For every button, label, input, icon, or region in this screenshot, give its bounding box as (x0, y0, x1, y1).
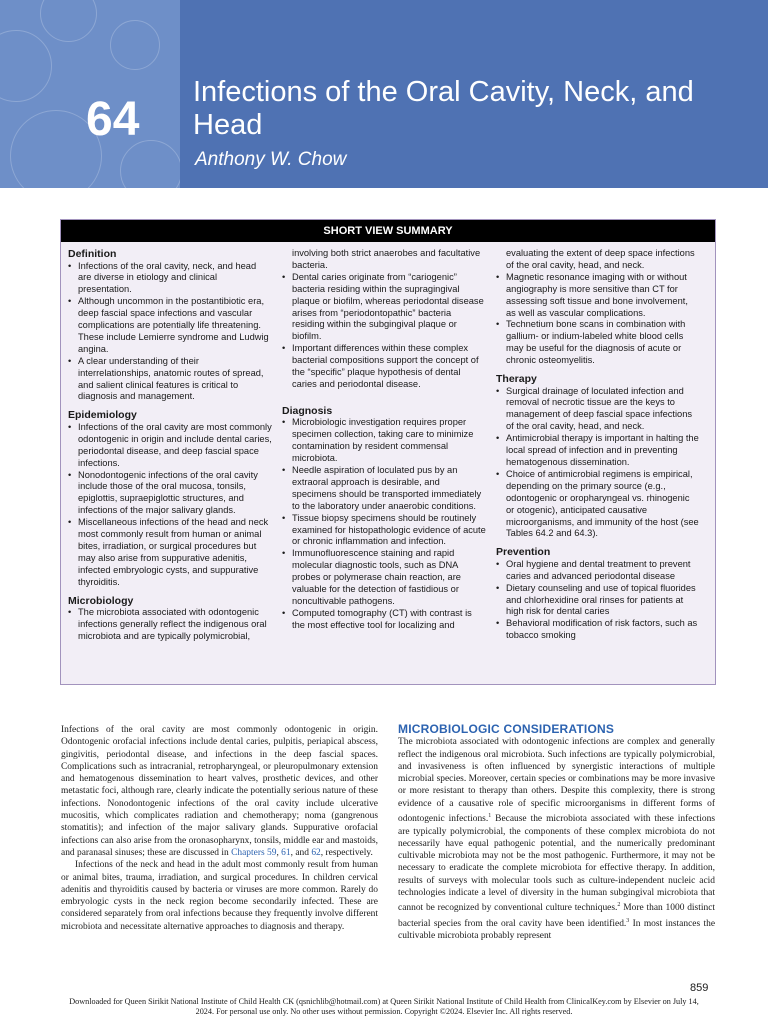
chapter-link[interactable]: Chapters 59 (231, 847, 277, 858)
chapter-link[interactable]: 62 (311, 847, 321, 858)
reference-superscript[interactable]: 2 (617, 902, 621, 909)
list-item: • Oral hygiene and dental treatment to prevent caries and advanced periodontal disease (496, 558, 691, 581)
list-item: • Magnetic resonance imaging with or without angiography is more sensitive than CT for assessing soft tissue and bone involvement, as well as vascular complications. (496, 271, 688, 318)
section-title: MICROBIOLOGIC CONSIDERATIONS (398, 722, 615, 736)
chapter-number: 64 (86, 93, 140, 146)
summary-columns (68, 248, 710, 643)
chapter-author: Anthony W. Chow (195, 149, 347, 170)
list-item: • Computed tomography (CT) with contrast is the most effective tool for localizing and (282, 607, 472, 630)
list-item: • Miscellaneous infections of the head and neck most commonly result from human or animal bites, irradiation, or surgical procedures but may also arise from suppurative adenitis, infected embryologic cysts, and suppurative thyroiditis. (68, 517, 269, 587)
definition-heading: Definition (68, 248, 117, 260)
list-item: • Nonodontogenic infections of the oral cavity include those of the oral mucosa, tonsils, epiglottis, supraepiglottic structures, and infections of the major salivary glands. (68, 469, 258, 516)
page-number: 859 (690, 982, 709, 994)
diagnosis-list-continued (496, 272, 700, 367)
decorative-circle (110, 20, 160, 70)
list-item: • Antimicrobial therapy is important in halting the local spread of infection and in preventing hematogenous dissemination. (496, 433, 699, 467)
reference-superscript[interactable]: 1 (488, 813, 492, 820)
summary-column-2 (282, 248, 496, 643)
decorative-circle (120, 140, 180, 188)
reference-superscript[interactable]: 3 (626, 917, 630, 924)
therapy-heading: Therapy (496, 373, 537, 386)
summary-column-3 (496, 248, 710, 643)
list-item: • Important differences within these complex bacterial compositions support the concept of the “specific” plaque hypothesis of dental caries and periodontal disease. (282, 343, 479, 389)
list-item: • Dietary counseling and use of topical fluorides and chlorhexidine oral rinses for patients at high risk for dental caries (496, 582, 696, 617)
body-paragraph: Infections of the neck and head in the adult most commonly result from human or animal bites, trauma, irradiation, and surgical procedures. In children cervical adenitis and thyroiditis caused by bacteria or viruses are more common. Rarely do embryologic cysts in the neck region become secondarily infected. These are considered separately from oral infections because they frequently involve different microbiota and necessitate alternative approaches to diagnosis and therapy. (61, 860, 378, 932)
body-paragraph: Infections of the oral cavity are most commonly odontogenic in origin. Odontogenic orofacial infections include dental caries, pulpitis, periapical abscess, gingivitis, periodontal disease, and infections in the deep fascial spaces. Complications such as intracranial, retropharyngeal, or pleuropulmonary extension and hematogenous dissemination to heart valves, prosthetic devices, and other metastatic foci, although rare, clearly indicate the potentially serious nature of these infections. Nonodontogenic infections of the oral cavity include ulcerative mucositis, which complicates radiation and chemotherapy; noma (gangrenous stomatitis); and infection of the major salivary glands. Suppurative orofacial infections can also arise from the oronasopharynx, tonsils, middle ear and mastoids, and paranasal sinuses; these are discussed in Chapters 59, 61, and 62, respectively. (61, 725, 378, 858)
list-item: • Immunofluorescence staining and rapid molecular diagnostic tools, such as DNA probes or polymerase chain reaction, are valuable for the detection of fastidious or noncultivable pathogens. (282, 548, 461, 606)
list-item: • Choice of antimicrobial regimens is empirical, depending on the primary source (e.g., odontogenic or oropharyngeal vs. rhinogenic or otogenic), anticipated causative microorganisms, and immunity of the host (see Tables 64.2 and 64.3). (496, 468, 699, 539)
list-item: • Although uncommon in the postantibiotic era, deep fascial space infections and vascular complications are potentially life threatening. These include Lemierre syndrome and Ludwig angina. (68, 296, 269, 354)
list-item: • Behavioral modification of risk factors, such as tobacco smoking (496, 618, 698, 641)
body-column-left (61, 724, 378, 933)
diagnosis-list (282, 417, 486, 631)
decorative-circle (40, 0, 97, 42)
decorative-circle (0, 30, 52, 102)
diagnosis-continuation: evaluating the extent of deep space infections of the oral cavity, head, and neck. (506, 248, 695, 270)
list-item: • Infections of the oral cavity, neck, and head are diverse in etiology and clinical presentation. (68, 260, 257, 295)
chapter-title: Infections of the Oral Cavity, Neck, and Head (193, 76, 694, 141)
list-item: • The microbiota associated with odontogenic infections generally reflect the indigenous oral microbiota and are typically polymicrobial, (68, 607, 267, 641)
body-paragraph: The microbiota associated with odontogenic infections are complex and generally reflect the indigenous oral microbiota. Such infections are typically polymicrobial, and invasiveness is often influenced by synergistic interactions of multiple microbial species. Moreover, certain species or combinations may be more invasive or more resistant to therapy than others. Despite this complexity, there is strong evidence of a causative role of specific microorganisms in different forms of odontogenic infections.$^1$ Because the microbiota associated with these infections are typically polymicrobial, the components of these complex microbiota do not necessarily have equal pathogenic potential, and the numerically predominant cultivable microbiota may not be the most pathogenic. Furthermore, it may not be necessary to eradicate the complete microbiota for effective therapy. In addition, results of surveys with molecular tools such as culture-independent nucleic acid technologies indicate a level of diversity in the human subgingival microbiota that cannot be recognized by conventional culture techniques.$^2$ More than 1000 distinct bacterial species from the oral cavity have been identified.$^3$ In most instances the cultivable microbiota probably represent (398, 737, 716, 942)
list-item: • Surgical drainage of loculated infection and removal of necrotic tissue are the keys to management of deep fascial space infections of the oral cavity, head, and neck. (496, 385, 693, 432)
list-item: • Dental caries originate from “cariogenic” bacteria residing within the supragingival plaque or biofilm, whereas periodontal disease arises from “periodontopathic” bacteria residing within the subgingival plaque or biofilm. (282, 271, 484, 342)
prevention-list (496, 559, 700, 642)
prevention-heading: Prevention (496, 546, 551, 559)
list-item: • Needle aspiration of loculated pus by an extraoral approach is desirable, and specimens should be transported immediately to the laboratory under anaerobic conditions. (282, 465, 482, 511)
microbiology-continuation: involving both strict anaerobes and facultative bacteria. (292, 248, 481, 270)
body-column-right (398, 723, 715, 942)
therapy-list (496, 386, 700, 541)
epidemiology-heading: Epidemiology (68, 409, 137, 422)
microbiology-heading: Microbiology (68, 594, 134, 607)
diagnosis-heading: Diagnosis (282, 404, 333, 417)
list-item: • Tissue biopsy specimens should be routinely examined for histopathologic evidence of acute or chronic inflammation and infection. (282, 512, 486, 547)
chapter-header-band (0, 0, 768, 188)
chapter-link[interactable]: 61 (281, 847, 291, 858)
list-item: • Technetium bone scans in combination with gallium- or indium-labeled white blood cells may be useful for the diagnosis of acute or chronic osteomyelitis. (496, 319, 686, 366)
download-footer: Downloaded for Queen Sirikit National Institute of Child Health CK (qsnichlib@hotmail.com) at Queen Sirikit National Institute of Child Health from ClinicalKey.com by Elsevier on July 14, 2024. For personal use only. No other uses without permission. Copyright ©2024. Elsevier Inc. All rights reserved. (69, 997, 699, 1016)
summary-column-1 (68, 248, 282, 643)
epidemiology-list (68, 422, 272, 589)
definition-list (68, 261, 272, 404)
list-item: • Microbiologic investigation requires proper specimen collection, taking care to minimize contamination by resident commensal microbiota. (282, 417, 474, 464)
summary-heading: SHORT VIEW SUMMARY (61, 220, 715, 242)
microbiology-list (68, 607, 272, 643)
microbiology-list-continued (282, 272, 486, 391)
list-item: • Infections of the oral cavity are most commonly odontogenic in origin and include dental caries, periodontal disease, and deep fascial space infections. (68, 421, 272, 468)
list-item: • A clear understanding of their interrelationships, anatomic routes of spread, and salient clinical features is critical to diagnosis and management. (68, 355, 264, 402)
short-view-summary-box (60, 219, 716, 685)
